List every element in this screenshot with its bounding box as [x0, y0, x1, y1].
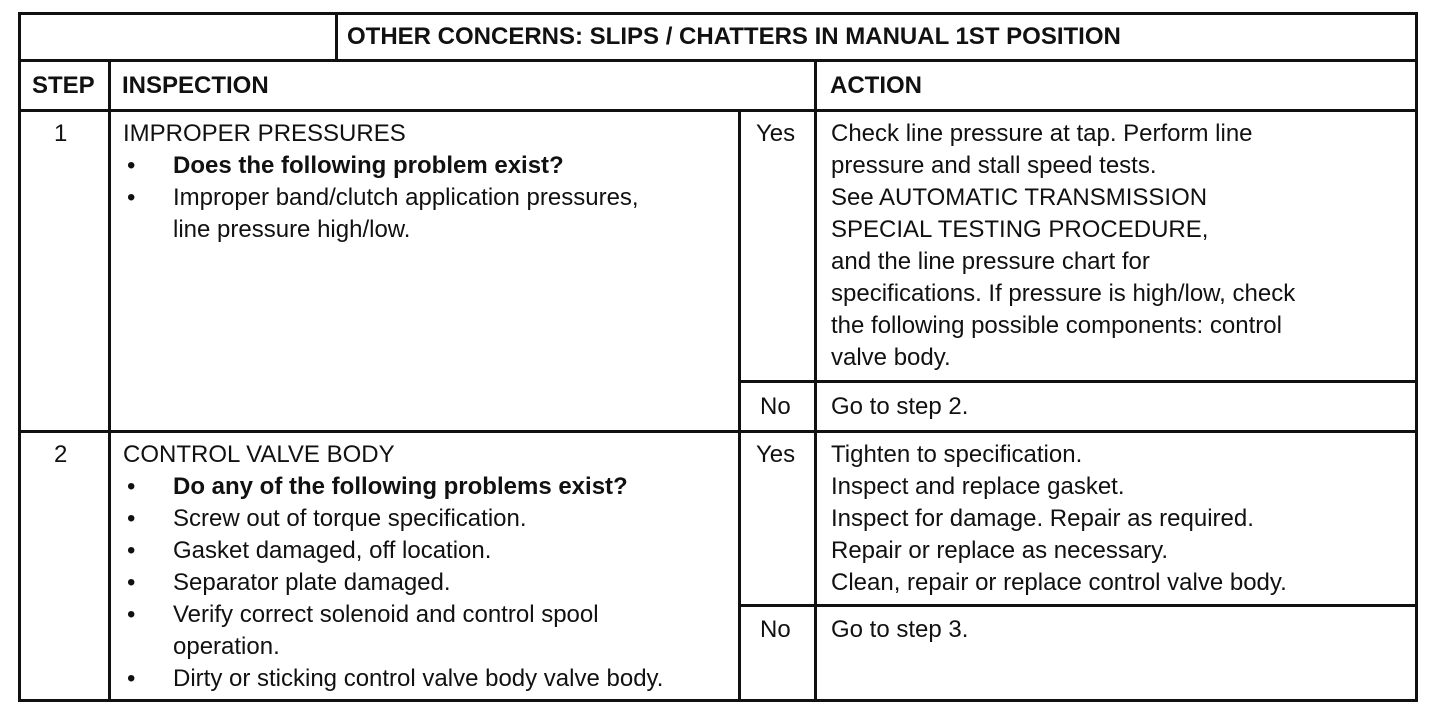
action-line: SPECIAL TESTING PROCEDURE,	[831, 216, 1209, 243]
action-line: Inspect and replace gasket.	[831, 473, 1125, 500]
inspection-item: Improper band/clutch application pressures,	[173, 184, 639, 211]
bullet-icon: •	[127, 505, 136, 532]
yes-label: Yes	[756, 120, 796, 147]
title-cell-divider	[335, 12, 338, 60]
bullet-icon: •	[127, 537, 136, 564]
row2-yes-no-rule	[738, 604, 1418, 607]
inspection-title: CONTROL VALVE BODY	[123, 441, 395, 468]
action-line: Repair or replace as necessary.	[831, 537, 1169, 564]
bullet-icon: •	[127, 569, 136, 596]
inspection-item: Gasket damaged, off location.	[173, 537, 492, 564]
bullet-icon: •	[127, 473, 136, 500]
bullet-icon: •	[127, 601, 136, 628]
inspection-item: line pressure high/low.	[173, 216, 411, 243]
inspection-item: Screw out of torque specification.	[173, 505, 527, 532]
yes-no-column-divider	[738, 109, 741, 702]
inspection-question: Does the following problem exist?	[173, 152, 564, 179]
table-title: OTHER CONCERNS: SLIPS / CHATTERS IN MANUAL 1ST POSITION	[347, 23, 1121, 50]
action-column-divider	[814, 59, 817, 702]
step-column-header: STEP	[32, 72, 95, 99]
action-line: pressure and stall speed tests.	[831, 152, 1157, 179]
inspection-question: Do any of the following problems exist?	[173, 473, 628, 500]
action-line: valve body.	[831, 344, 951, 371]
column-header-rule	[18, 109, 1418, 112]
action-line: specifications. If pressure is high/low, check	[831, 280, 1296, 307]
no-label: No	[760, 393, 791, 420]
action-line: Check line pressure at tap. Perform line	[831, 120, 1253, 147]
action-column-header: ACTION	[830, 72, 922, 99]
action-line: and the line pressure chart for	[831, 248, 1150, 275]
inspection-item: operation.	[173, 633, 280, 660]
action-line: Clean, repair or replace control valve body.	[831, 569, 1287, 596]
inspection-column-header: INSPECTION	[122, 72, 269, 99]
yes-label: Yes	[756, 441, 796, 468]
header-rule	[18, 59, 1418, 62]
inspection-item: Separator plate damaged.	[173, 569, 451, 596]
action-line: Tighten to specification.	[831, 441, 1083, 468]
action-line: the following possible components: control	[831, 312, 1282, 339]
step-number: 1	[54, 120, 68, 147]
inspection-item: Verify correct solenoid and control spool	[173, 601, 599, 628]
inspection-item: Dirty or sticking control valve body valve body.	[173, 665, 664, 692]
bullet-icon: •	[127, 665, 136, 692]
bullet-icon: •	[127, 184, 136, 211]
row1-yes-no-rule	[738, 380, 1418, 383]
inspection-title: IMPROPER PRESSURES	[123, 120, 406, 147]
action-line: Inspect for damage. Repair as required.	[831, 505, 1254, 532]
step-column-divider	[108, 59, 111, 702]
action-line: See AUTOMATIC TRANSMISSION	[831, 184, 1208, 211]
no-label: No	[760, 616, 791, 643]
step-number: 2	[54, 441, 68, 468]
no-action: Go to step 3.	[831, 616, 969, 643]
bullet-icon: •	[127, 152, 136, 179]
no-action: Go to step 2.	[831, 393, 969, 420]
row-separator-rule	[18, 430, 1418, 433]
